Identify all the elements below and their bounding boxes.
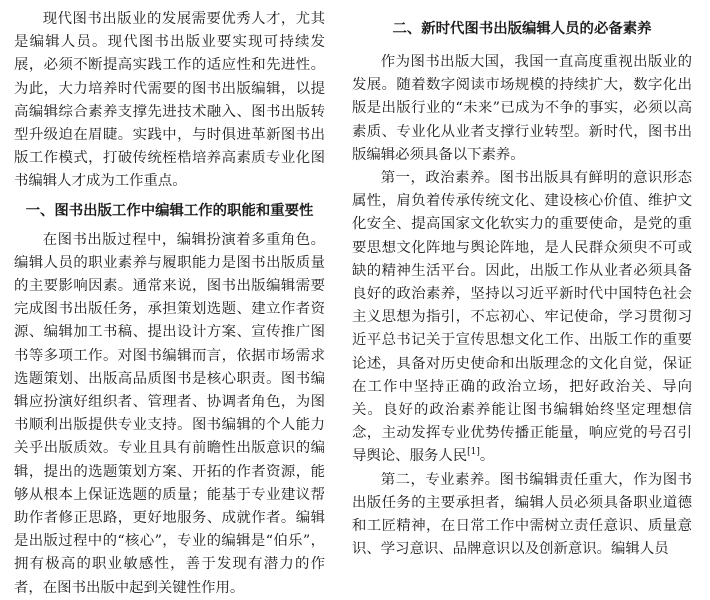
citation-marker[interactable]: [1] bbox=[467, 447, 480, 458]
section-heading-1: 一、图书出版工作中编辑工作的职能和重要性 bbox=[25, 202, 314, 219]
professional-literacy-paragraph: 第二，专业素养。图书编辑责任重大，作为图书出版任务的主要承担者，编辑人员必须具备职业道德和工匠精神，在日常工作中需树立责任意识、质量意识、学习意识、品牌意识以及创新意识。编辑人员 bbox=[352, 471, 692, 558]
left-column bbox=[14, 8, 325, 600]
section-heading-2: 二、新时代图书出版编辑人员的必备素养 bbox=[392, 21, 652, 37]
political-literacy-paragraph bbox=[352, 167, 692, 469]
political-literacy-text: 第一，政治素养。图书出版具有鲜明的意识形态属性，肩负着传承传统文化、建设核心价值、维护文化安全、提高国家文化软实力的重要使命，是党的重要思想文化阵地与舆论阵地，是人民群众须臾不可或缺的精神生活平台。因此，出版工作从业者必须具备良好的政治素养，坚持以习近平新时代中国特色社会主义思想为指引，不忘初心、牢记使命，学习贯彻习近平总书记关于宣传思想文化工作、出版工作的重要论述，具备对历史使命和出版理念的文化自觉，保证在工作中坚持正确的政治立场，把好政治关、导向关。良好的政治素养能让图书编辑始终坚定理想信念，主动发挥专业优势传播正能量，响应党的号召引导舆论、服务人民 bbox=[352, 170, 692, 465]
intro-paragraph: 现代图书出版业的发展需要优秀人才，尤其是编辑人员。现代图书出版业要实现可持续发展，必须不断提高实践工作的适应性和先进性。为此，大力培养时代需要的图书出版编辑，以提高编辑综合素养支撑先进技术融入、图书出版转型升级迫在眉睫。实践中，与时俱进革新图书出版工作模式，打破传统桎梏培养高素质专业化图书编辑人才成为工作重点。 bbox=[14, 11, 325, 190]
right-column bbox=[352, 8, 692, 561]
section-2-intro-paragraph: 作为图书出版大国，我国一直高度重视出版业的发展。随着数字阅读市场规模的持续扩大，数字化出版是出版行业的“未来”已成为不争的事实，必须以高素质、专业化从业者支撑行业转型。新时代，图书出版编辑必须具备以下素养。 bbox=[352, 54, 692, 163]
section-1-paragraph: 在图书出版过程中，编辑扮演着多重角色。编辑人员的职业素养与履职能力是图书出版质量的主要影响因素。通常来说，图书出版编辑需要完成图书出版任务，承担策划选题、建立作者资源、编辑加工书稿、提出设计方案、宣传推广图书等多项工作。对图书编辑而言，依据市场需求选题策划、出版高品质图书是核心职责。图书编辑应扮演好组织者、管理者、协调者角色，为图书顺利出版提供专业支持。图书编辑的个人能力关乎出版质效。专业且具有前瞻性出版意识的编辑，提出的选题策划方案、开拓的作者资源，能够从根本上保证选题的质量；能基于专业建议帮助作者修正思路，更好地服务、成就作者。编辑是出版过程中的“核心”，专业的编辑是“伯乐”，拥有极高的职业敏感性，善于发现有潜力的作者，在图书出版中起到关键性作用。 bbox=[14, 231, 325, 596]
political-literacy-end: 。 bbox=[479, 448, 495, 465]
